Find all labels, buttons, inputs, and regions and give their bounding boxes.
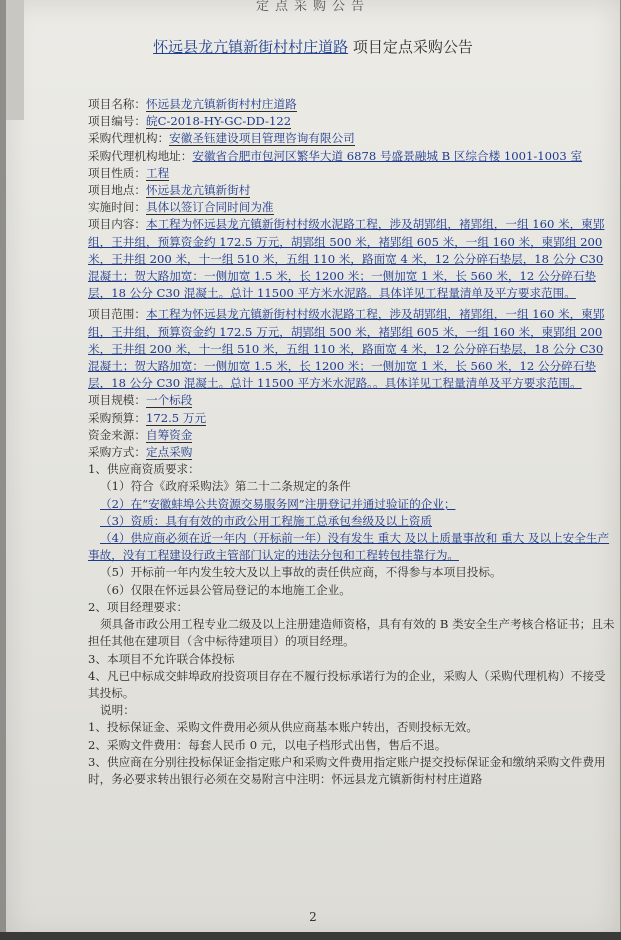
project-content [88, 216, 616, 302]
field-value: 怀远县龙亢镇新街村村庄道路 [145, 97, 297, 111]
field-funding [88, 427, 616, 444]
field-label: 项目规模： [88, 393, 146, 408]
project-scope [88, 306, 616, 392]
field-label: 资金来源： [88, 427, 146, 442]
field-value: 皖C-2018-HY-GC-DD-122 [145, 114, 292, 129]
field-label: 项目地点： [88, 183, 146, 198]
field-value: 安徽省合肥市包河区繁华大道 6878 号盛景融城 B 区综合楼 1001-1003 室 [192, 148, 583, 163]
note-item: 3、供应商在分别往投标保证金指定账户和采购文件费用指定账户提交投标保证金和缴纳采购文件费用时，务必要求转出银行必须在交易附言中注明：怀远县龙亢镇新街村村庄道路 [88, 754, 606, 786]
notes-heading: 说明： [100, 703, 135, 718]
field-project-name [88, 96, 616, 113]
field-method [88, 444, 616, 461]
section-heading: 1、供应商资质要求： [88, 462, 200, 477]
content-text: 本工程为怀远县龙亢镇新街村村级水泥路工程，涉及胡郢组，褚郢组，一组 160 米，柬郢组，王井组，预算资金约 172.5 万元，胡郢组 500 米，褚郢组 605 米，一组 160 米，柬郢组 200 米，王井组 200 米，十一组 510 米，五组 110 米，路面宽 4 米，12 公分碎石垫层，18 公分 C30 混凝土；贺大路加宽：一侧加宽 1.5 米，长 1200 米；一侧加宽 1 米，长 560 米，12 公分碎石垫层，18 公分 C30 混凝土。总计 11500 平方米水泥路。具体详见工程量清单及平方要求范围。 [88, 217, 605, 301]
field-value: 一个标段 [145, 393, 193, 408]
requirement-item: （5）开标前一年内发生较大及以上事故的责任供应商，不得参与本项目投标。 [100, 565, 502, 580]
field-budget [88, 410, 616, 427]
field-value: 安徽圣钰建设项目管理咨询有限公司 [169, 131, 355, 146]
page-edge [6, 0, 24, 120]
field-scale [88, 392, 616, 409]
field-label: 实施时间： [88, 200, 146, 215]
section-heading: 2、项目经理要求： [88, 599, 189, 614]
field-value: 定点采购 [145, 445, 193, 460]
document-title [46, 36, 580, 57]
field-project-code [88, 113, 616, 130]
scope-label: 项目范围： [88, 307, 146, 322]
page-number: 2 [309, 910, 317, 924]
field-nature [88, 165, 616, 182]
content-label: 项目内容： [88, 217, 146, 232]
requirement-item: （4）供应商必须在近一年内（开标前一年）没有发生 重大 及以上质量事故和 重大 及以上安全生产事故，没有工程建设行政主管部门认定的违法分包和工程转包挂靠行为。 [88, 531, 610, 563]
field-label: 采购代理机构： [88, 131, 170, 146]
photo-bottom-edge [0, 932, 621, 940]
note-item: 1、投标保证金、采购文件费用必须从供应商基本账户转出，否则投标无效。 [88, 720, 478, 735]
running-header: 定点采购公告 [255, 0, 370, 14]
title-project-name: 怀远县龙亢镇新街村村庄道路 [153, 38, 349, 56]
field-label: 采购方式： [88, 445, 146, 460]
field-agency-address [88, 148, 616, 165]
field-value: 工程 [145, 165, 170, 180]
requirement-item: （3）资质：具有有效的市政公用工程施工总承包叁级及以上资质 [100, 513, 433, 528]
requirement-item: （1）符合《政府采购法》第二十二条规定的条件 [100, 479, 351, 494]
field-location [88, 182, 616, 199]
field-value: 具体以签订合同时间为准 [145, 200, 274, 215]
requirement-item: （2）在“安徽蚌埠公共资源交易服务网”注册登记并通过验证的企业； [100, 496, 456, 511]
section-text: 须具备市政公用工程专业二级及以上注册建造师资格，具有有效的 B 类安全生产考核合格证书；且未担任其他在建项目（含中标待建项目）的项目经理。 [88, 617, 615, 649]
field-label: 项目名称： [88, 97, 146, 111]
requirement-item: （6）仅限在怀远县公管局登记的本地施工企业。 [100, 582, 351, 597]
field-label: 项目编号： [88, 114, 146, 129]
note-item: 2、采购文件费用：每套人民币 0 元，以电子档形式出售，售后不退。 [88, 737, 447, 752]
field-agency [88, 130, 616, 147]
scope-text: 本工程为怀远县龙亢镇新街村村级水泥路工程，涉及胡郢组，褚郢组，一组 160 米，柬郢组，王井组，预算资金约 172.5 万元，胡郢组 500 米，褚郢组 605 米，一组 160 米，柬郢组 200 米，王井组 200 米，十一组 510 米，五组 110 米，路面宽 4 米，12 公分碎石垫层，18 公分 C30 混凝土；贺大路加宽：一侧加宽 1.5 米，长 1200 米；一侧加宽 1 米，长 560 米，12 公分碎石垫层，18 公分 C30 混凝土。总计 11500 平方米水泥路。。具体详见工程量清单及平方要求范围。 [88, 307, 605, 391]
document-page [6, 0, 620, 940]
section-heading: 3、本项目不允许联合体投标 [88, 651, 235, 666]
field-label: 采购代理机构地址： [88, 148, 193, 163]
field-value: 怀远县龙亢镇新街村 [145, 183, 251, 198]
field-label: 项目性质： [88, 165, 146, 180]
field-value: 172.5 万元 [145, 410, 207, 425]
document-body [88, 96, 616, 788]
field-label: 采购预算： [88, 410, 146, 425]
section-text: 4、凡已中标成交蚌埠政府投资项目存在不履行投标承诺行为的企业，采购人（采购代理机构）不接受其投标。 [88, 668, 606, 700]
title-suffix: 项目定点采购公告 [352, 38, 473, 56]
field-schedule [88, 199, 616, 216]
field-value: 自筹资金 [145, 427, 193, 442]
